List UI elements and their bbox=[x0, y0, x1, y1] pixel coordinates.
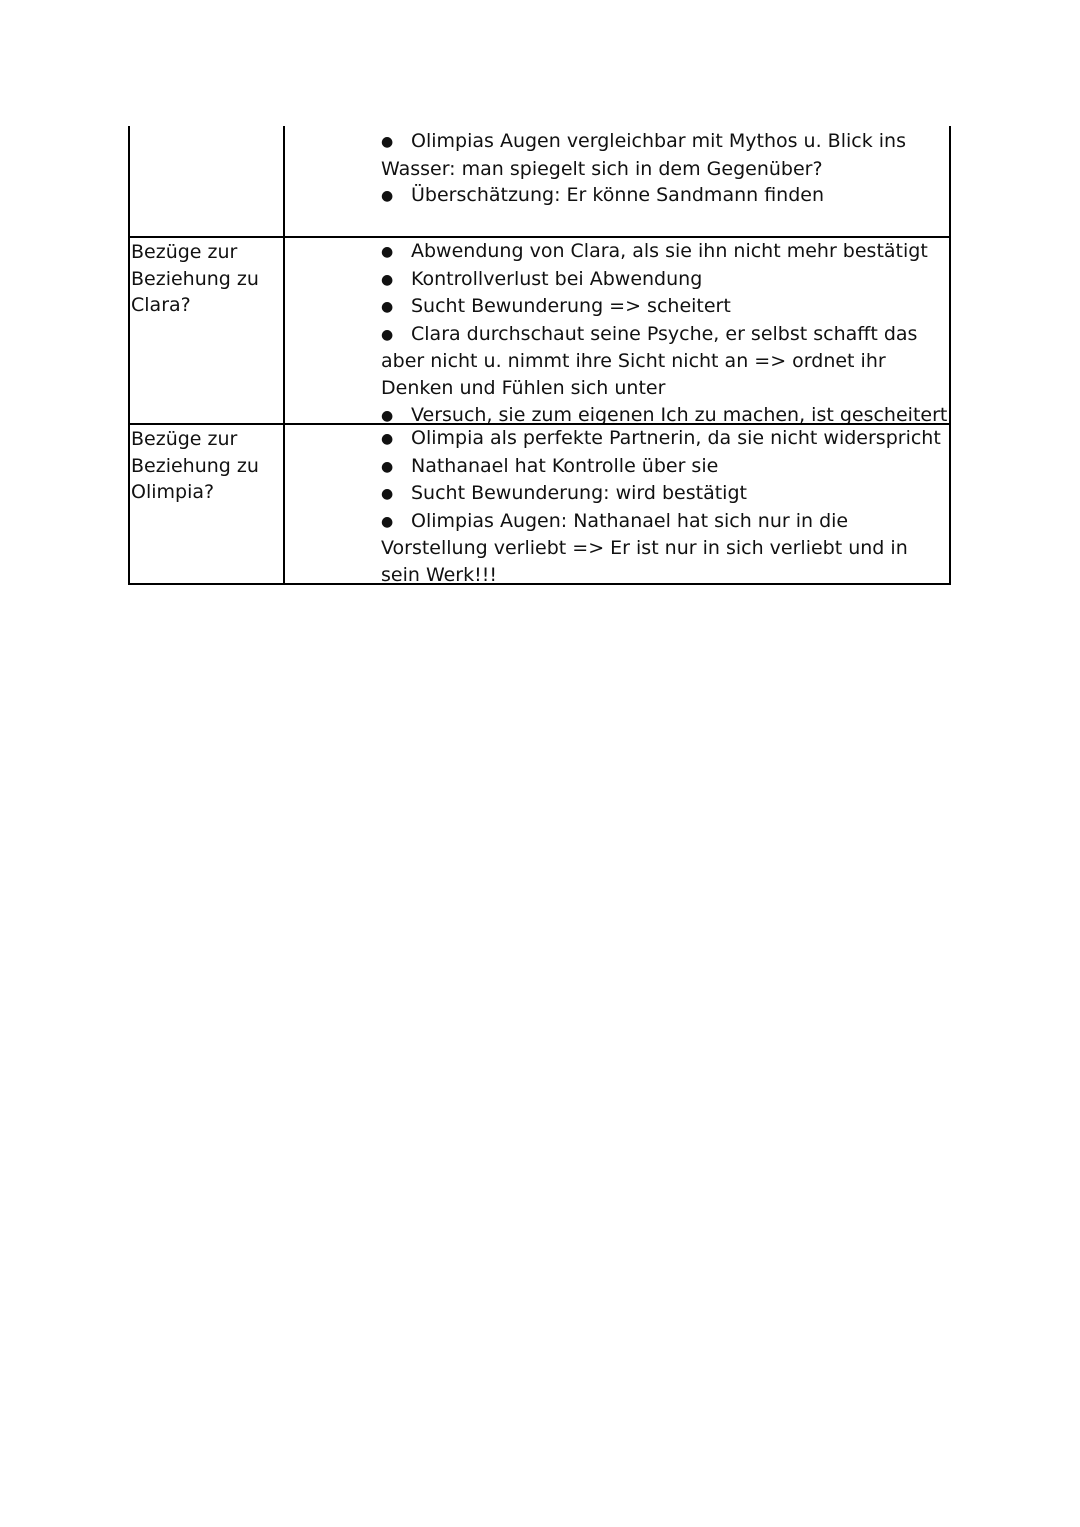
bullet-icon: ● bbox=[381, 271, 394, 288]
list-item: ● Nathanael hat Kontrolle über sie bbox=[381, 453, 949, 481]
table-row bbox=[128, 236, 951, 426]
row-label: Bezüge zur Beziehung zu Clara? bbox=[131, 241, 259, 317]
bullet-icon: ● bbox=[381, 244, 394, 260]
bullet-icon: ● bbox=[381, 458, 394, 475]
column-divider bbox=[283, 126, 285, 236]
bullet-list bbox=[381, 425, 949, 589]
list-item: ● Olimpias Augen: Nathanael hat sich nur in die Vorstellung verliebt => Er ist nur in sich verliebt und in sein Werk!!! bbox=[381, 509, 908, 586]
list-item: ● Olimpias Augen vergleichbar mit Mythos u. Blick ins Wasser: man spiegelt sich in dem Gegenüber? bbox=[381, 130, 906, 180]
table-row bbox=[128, 126, 951, 236]
bullet-list bbox=[381, 238, 949, 429]
bullet-icon: ● bbox=[381, 486, 394, 503]
bullet-icon: ● bbox=[381, 431, 394, 447]
bullet-icon: ● bbox=[381, 188, 394, 205]
bullet-icon: ● bbox=[381, 407, 394, 424]
row-label: Bezüge zur Beziehung zu Olimpia? bbox=[131, 428, 259, 504]
bullet-icon: ● bbox=[381, 326, 394, 343]
list-item: ● Kontrollverlust bei Abwendung bbox=[381, 266, 949, 294]
bullet-icon: ● bbox=[381, 299, 394, 316]
list-item: ● Clara durchschaut seine Psyche, er selbst schafft das aber nicht u. nimmt ihre Sicht nicht an => ordnet ihr Denken und Fühlen sich unter bbox=[381, 322, 918, 399]
notes-table bbox=[128, 126, 951, 585]
list-item: ● Abwendung von Clara, als sie ihn nicht mehr bestätigt bbox=[381, 238, 949, 266]
list-item: ● Überschätzung: Er könne Sandmann finden bbox=[381, 182, 949, 210]
list-item: ● Olimpia als perfekte Partnerin, da sie nicht widerspricht bbox=[381, 425, 949, 453]
list-item: ● Versuch, sie zum eigenen Ich zu machen, ist gescheitert bbox=[381, 402, 949, 430]
bullet-list bbox=[381, 128, 949, 210]
table-row bbox=[128, 423, 951, 585]
bullet-icon: ● bbox=[381, 513, 394, 530]
list-item: ● Sucht Bewunderung: wird bestätigt bbox=[381, 480, 949, 508]
column-divider bbox=[283, 425, 285, 583]
bullet-icon: ● bbox=[381, 134, 394, 150]
column-divider bbox=[283, 238, 285, 423]
list-item: ● Sucht Bewunderung => scheitert bbox=[381, 293, 949, 321]
